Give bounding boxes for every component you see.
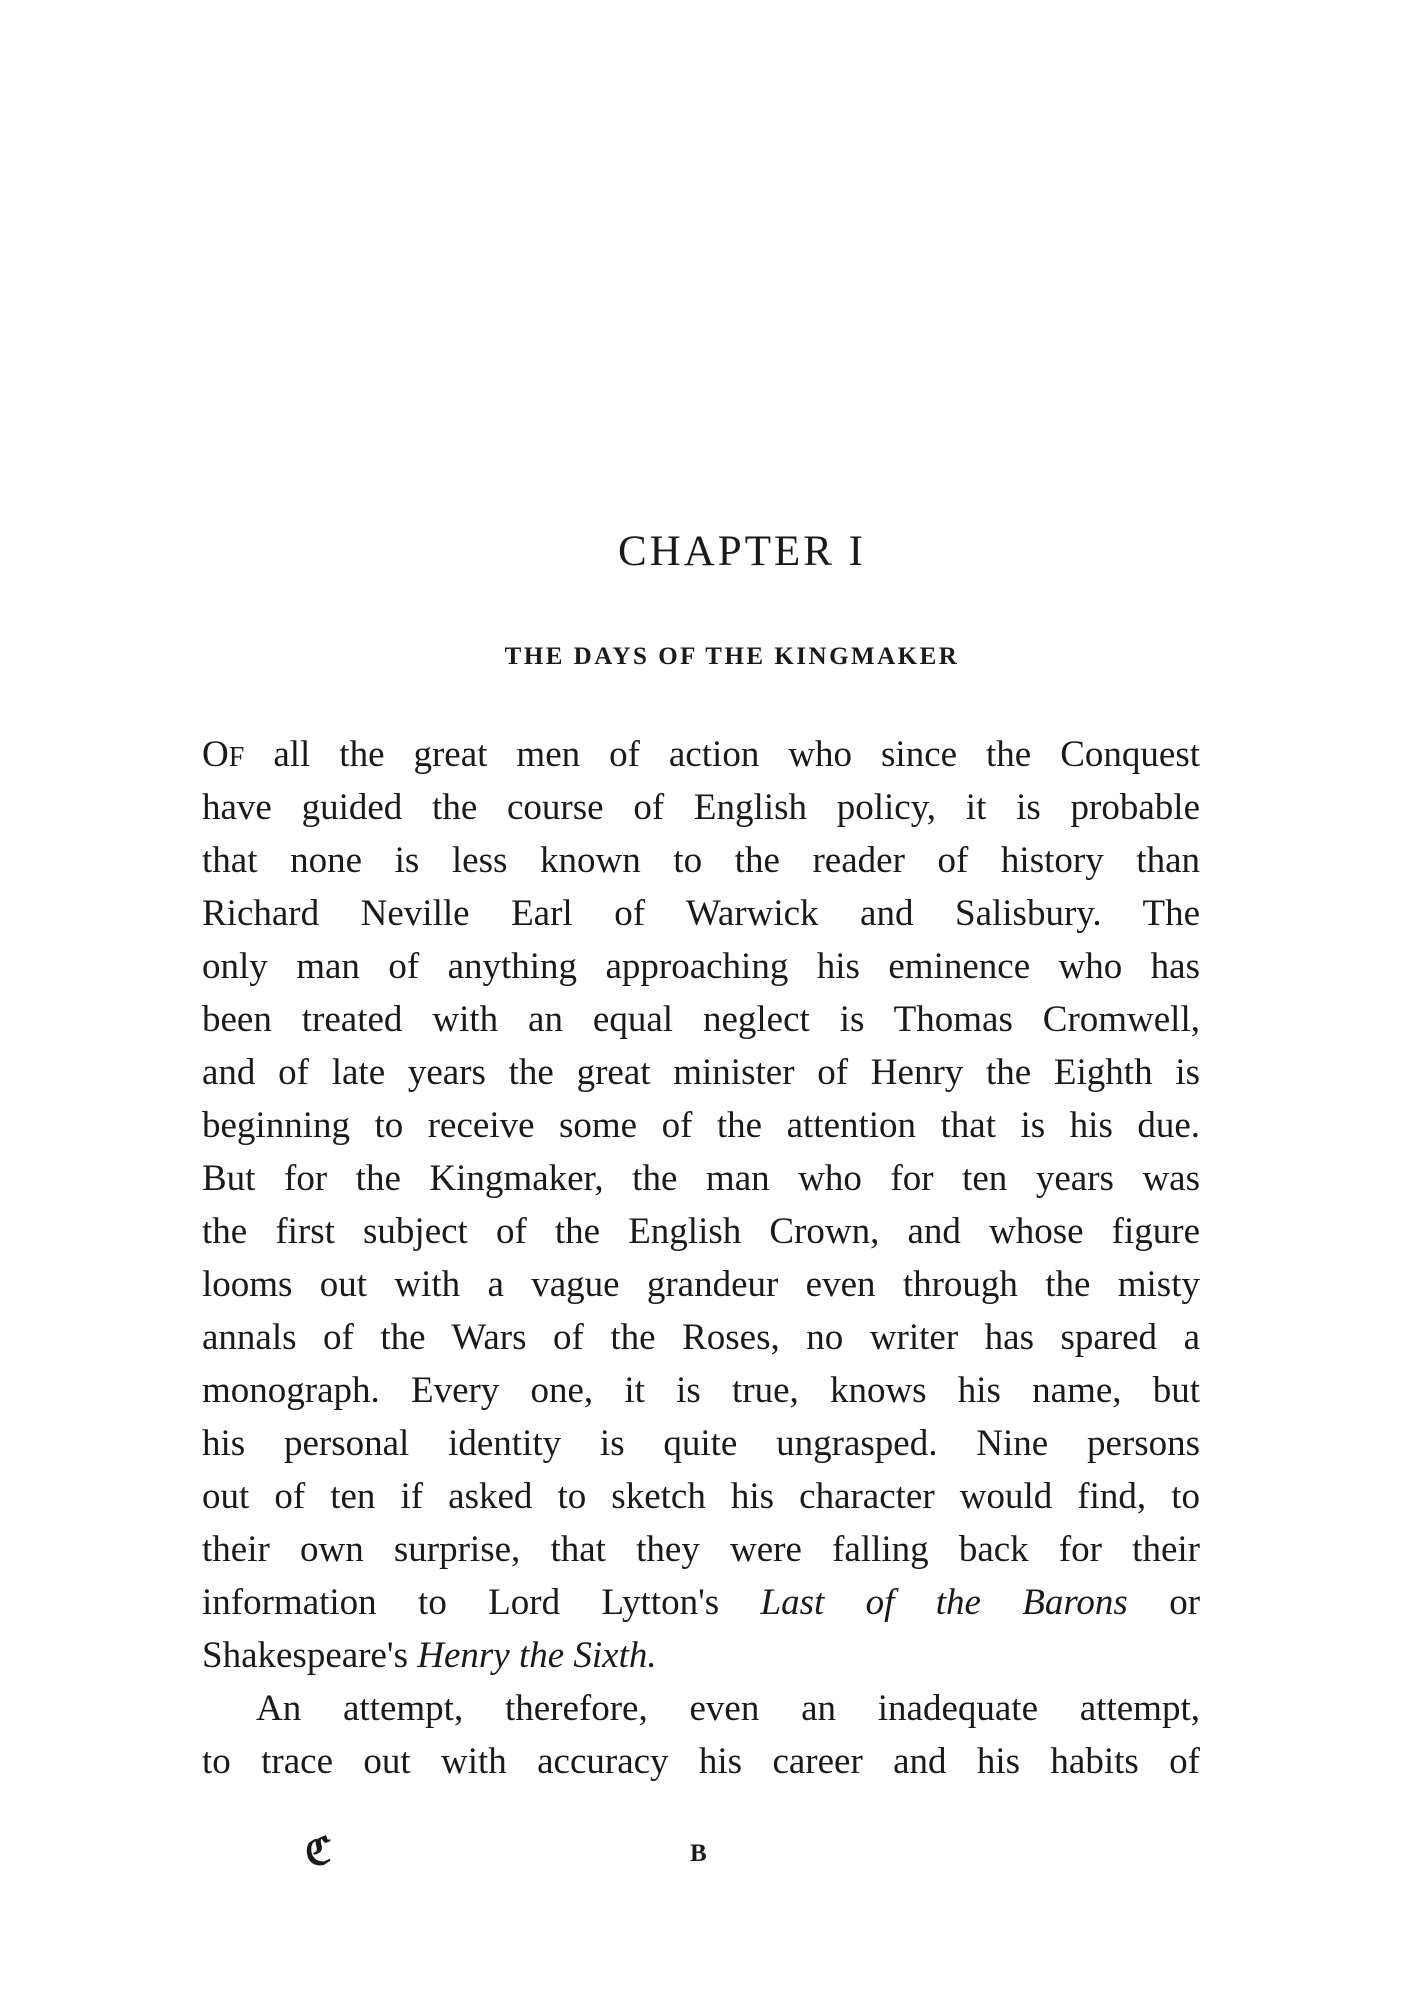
drop-cap-small: F	[228, 742, 245, 773]
text-line-content: all the great men of action who since the Conquest	[273, 734, 1200, 775]
text-line: But for the Kingmaker, the man who for ten years was	[202, 1158, 1200, 1199]
text-line: have guided the course of English policy, it is probable	[202, 787, 1200, 828]
text-line: been treated with an equal neglect is Thomas Cromwell,	[202, 999, 1200, 1040]
text-line: looms out with a vague grandeur even through the misty	[202, 1264, 1200, 1305]
text-line: to trace out with accuracy his career and his habits of	[202, 1741, 1200, 1782]
printer-signature-mark: ℭ	[305, 1828, 332, 1873]
text-line: that none is less known to the reader of history than	[202, 840, 1200, 881]
text-line: beginning to receive some of the attention that is his due.	[202, 1105, 1200, 1146]
play-title-italic: Henry the Sixth.	[417, 1635, 657, 1676]
text-line: out of ten if asked to sketch his character would find, to	[202, 1476, 1200, 1517]
text-line	[202, 728, 1200, 781]
text-line-tail: or	[1169, 1582, 1201, 1623]
book-title-italic: Last of the Barons	[760, 1582, 1128, 1623]
text-line: monograph. Every one, it is true, knows his name, but	[202, 1370, 1200, 1411]
chapter-heading: CHAPTER I	[618, 528, 866, 575]
text-line	[202, 1576, 1200, 1629]
chapter-subtitle: THE DAYS OF THE KINGMAKER	[504, 643, 960, 670]
text-line: Richard Neville Earl of Warwick and Salisbury. The	[202, 893, 1200, 934]
text-line: only man of anything approaching his eminence who has	[202, 946, 1200, 987]
text-line-content: Shakespeare's	[202, 1635, 408, 1676]
text-line-content: information to Lord Lytton's	[202, 1582, 720, 1623]
drop-cap-large: O	[202, 734, 229, 775]
text-line: the first subject of the English Crown, and whose figure	[202, 1211, 1200, 1252]
text-line	[202, 1629, 1200, 1682]
paragraph-start-line: An attempt, therefore, even an inadequate attempt,	[256, 1688, 1200, 1729]
text-line: his personal identity is quite ungrasped. Nine persons	[202, 1423, 1200, 1464]
printer-signature-letter: B	[690, 1840, 708, 1867]
text-line: their own surprise, that they were falling back for their	[202, 1529, 1200, 1570]
body-text	[202, 728, 1200, 1788]
text-line: annals of the Wars of the Roses, no writer has spared a	[202, 1317, 1200, 1358]
text-line: and of late years the great minister of Henry the Eighth is	[202, 1052, 1200, 1093]
